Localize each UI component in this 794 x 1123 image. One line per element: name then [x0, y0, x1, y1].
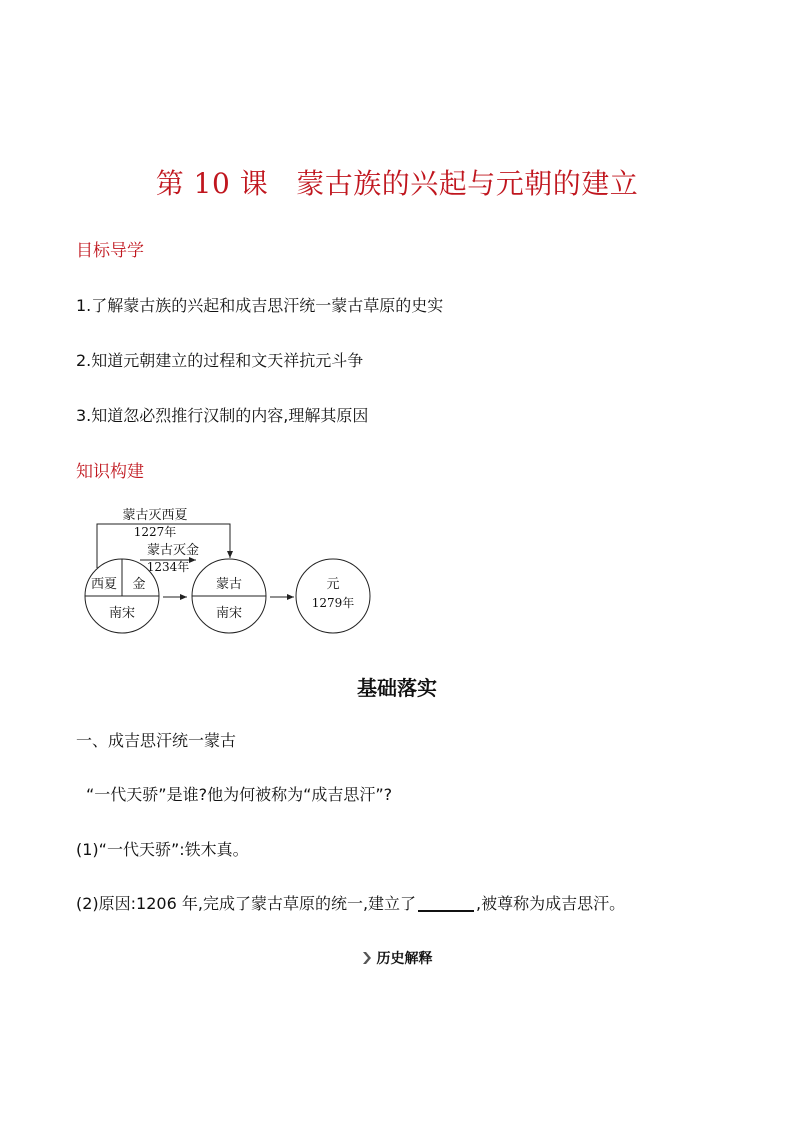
lesson-title: 蒙古族的兴起与元朝的建立 — [296, 167, 639, 200]
objective-item-3: 3.知道忽必烈推行汉制的内容,理解其原因 — [76, 406, 369, 425]
circle1-bottom-label: 南宋 — [108, 606, 136, 621]
circle3-bottom-label: 1279年 — [311, 596, 355, 610]
knowledge-diagram — [70, 500, 390, 640]
circle2-top-label: 蒙古 — [215, 577, 243, 592]
fill-in-blank[interactable] — [418, 894, 474, 912]
objective-item-2: 2.知道元朝建立的过程和文天祥抗元斗争 — [76, 351, 364, 370]
circle3-top-label: 元 — [326, 577, 340, 592]
answer-2-before: (2)原因:1206 年,完成了蒙古草原的统一,建立了 — [76, 894, 417, 913]
answer-2-after: ,被尊称为成吉思汗。 — [476, 894, 626, 913]
subheading-label: 历史解释 — [376, 951, 433, 967]
top-year-label: 1227年 — [133, 525, 177, 539]
answer-2 — [76, 891, 625, 914]
top-event-label: 蒙古灭西夏 — [122, 508, 188, 523]
basics-heading: 基础落实 — [357, 676, 437, 700]
circle-2 — [192, 559, 266, 633]
answer-1: (1)“一代天骄”:铁木真。 — [76, 840, 249, 859]
circle-3 — [296, 559, 370, 633]
objectives-heading: 目标导学 — [76, 241, 144, 261]
section1-title: 一、成吉思汗统一蒙古 — [76, 731, 237, 750]
lesson-number: 第 10 课 — [155, 167, 269, 200]
mid-event-label: 蒙古灭金 — [146, 543, 200, 558]
circle2-bottom-label: 南宋 — [215, 606, 243, 621]
circle1-left-label: 西夏 — [90, 577, 118, 592]
page-title — [0, 162, 794, 202]
circle1-right-label: 金 — [132, 577, 146, 592]
chevron-right-icon — [362, 952, 373, 964]
question-text: “一代天骄”是谁?他为何被称为“成吉思汗”? — [86, 785, 393, 804]
mid-year-label: 1234年 — [146, 560, 190, 574]
objective-item-1: 1.了解蒙古族的兴起和成吉思汗统一蒙古草原的史实 — [76, 296, 444, 315]
history-explanation-subheading — [0, 948, 794, 968]
circle-1 — [85, 559, 159, 633]
knowledge-heading: 知识构建 — [76, 462, 144, 482]
